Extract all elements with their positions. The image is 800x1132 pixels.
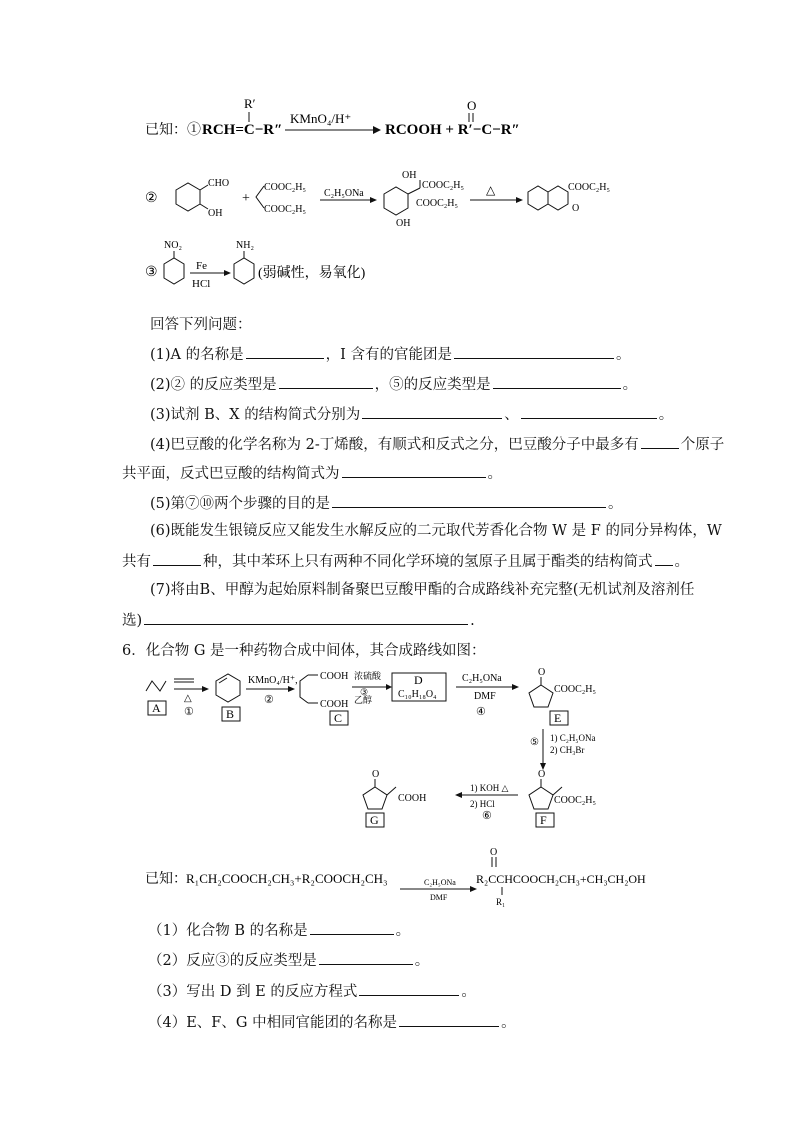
product-formula: RCOOH + R′−C−R″ [385, 122, 520, 138]
coumarin-o: O [572, 203, 580, 214]
question-2-text-a: (2)② 的反应类型是 [150, 377, 277, 393]
question-7-text-b: 选) [122, 613, 143, 629]
claisen-r1: R₁ [496, 897, 506, 907]
label-e: E [554, 711, 562, 725]
p6-question-4-text: （4）E、F、G 中相同官能团的名称是 [148, 1015, 398, 1031]
question-1-text-b: ，I 含有的官能团是 [325, 347, 452, 363]
p6-question-3 [148, 981, 476, 1001]
arrow-head-icon [288, 686, 295, 692]
alkene-formula: RCH=C−R″ [202, 122, 283, 138]
label-d: D [414, 673, 423, 687]
intermediate-ester-1: COOC₂H₅ [422, 180, 464, 191]
cyclopentanone-icon [529, 787, 553, 809]
p6-question-2-end: 。 [414, 953, 430, 969]
question-6-line-2 [122, 551, 689, 571]
answer-blank[interactable] [246, 344, 324, 359]
kmno4-reagent: KMnO₄/H⁺, [248, 675, 298, 686]
step-6-reagent-1: 1) KOH △ [470, 783, 509, 793]
step-5: ⑤ [530, 737, 539, 748]
claisen-reagent-top: C₂H₅ONa [424, 878, 456, 887]
oh-label: OH [208, 208, 223, 219]
p6-question-2-text: （2）反应③的反应类型是 [148, 953, 317, 969]
label-c: C [334, 711, 343, 725]
claisen-reactants: R₁CH₂COOCH₂CH₃+R₂COOCH₂CH₃ [186, 871, 388, 886]
step-2: ② [264, 694, 274, 706]
question-2 [150, 374, 637, 394]
question-1-text-a: (1)A 的名称是 [150, 347, 244, 363]
claisen-reagent-bottom: DMF [430, 893, 448, 902]
answer-blank[interactable] [310, 920, 394, 935]
question-5 [150, 493, 623, 513]
question-4-text-b: 个原子 [680, 437, 725, 453]
cyclopentanone-icon [529, 685, 553, 707]
question-7-end: . [470, 613, 475, 629]
step-6-reagent-2: 2) HCl [470, 799, 495, 809]
step-1: ① [184, 706, 194, 718]
answer-blank[interactable] [362, 404, 502, 419]
answer-blank[interactable] [144, 610, 468, 625]
label-f: F [540, 813, 547, 827]
claisen-product: R₂CCHCOOCH₂CH₃+CH₃CH₂OH [476, 872, 646, 886]
pyranone-ring-icon [548, 186, 568, 210]
arrow-head-icon [386, 684, 392, 690]
question-4-end: 。 [487, 466, 502, 482]
benzene-ring-icon [164, 258, 184, 284]
question-7-line-1 [150, 581, 694, 599]
step-4: ④ [476, 706, 486, 718]
arrow-head-icon [202, 686, 209, 692]
nitro-label: NO₂ [164, 240, 182, 251]
answer-blank[interactable] [332, 493, 606, 508]
arrow-head-icon [470, 886, 477, 892]
answer-blank[interactable] [319, 950, 413, 965]
label-b: B [226, 707, 235, 721]
known-reaction-2-diagram [140, 168, 610, 230]
p6-question-4 [148, 1012, 516, 1032]
question-1 [150, 344, 630, 364]
answer-blank[interactable] [153, 551, 201, 566]
known-2-number: ② [145, 191, 158, 206]
benzene-ring-icon [234, 258, 254, 284]
p6-question-1-text: （1）化合物 B 的名称是 [148, 923, 308, 939]
kmno4-reagent: KMnO₄/H⁺ [290, 111, 352, 126]
d-reagent-bottom: 乙醇 [354, 695, 373, 705]
question-6-text-c: 种，其中苯环上只有两种不同化学环境的氢原子且属于酯类的结构简式 [203, 554, 653, 570]
f-carbonyl-o: O [538, 769, 546, 780]
p6-question-2 [148, 950, 429, 970]
answer-blank[interactable] [454, 344, 614, 359]
arrow-head-icon [455, 792, 462, 798]
naoet-reagent: C₂H₅ONa [324, 188, 364, 199]
question-7-text-a: (7)将由B、甲醇为起始原料制备聚巴豆酸甲酯的合成路线补充完整(无机试剂及溶剂任 [150, 582, 695, 598]
step-5-reagent-1: 1) C₂H₅ONa [550, 733, 596, 743]
plus-sign: + [242, 191, 250, 206]
question-6-end: 。 [674, 554, 689, 570]
question-3-end: 。 [658, 407, 674, 423]
aniline-note: (弱碱性，易氧化) [258, 266, 366, 281]
question-6-text-a: (6)既能发生银镜反应又能发生水解反应的二元取代芳香化合物 W 是 F 的同分异构体，W [150, 523, 722, 539]
p6-question-1-end: 。 [395, 923, 411, 939]
butadiene-icon [146, 681, 166, 691]
g-cooh: COOH [398, 793, 427, 804]
step-4-reagent-top: C₂H₅ONa [462, 673, 502, 684]
arrow-head-icon [516, 197, 523, 203]
question-1-end: 。 [615, 347, 631, 363]
benzene-ring-icon [384, 187, 408, 215]
answer-blank[interactable] [641, 434, 679, 449]
answer-blank[interactable] [399, 1012, 499, 1027]
question-3-text-a: (3)试剂 B、X 的结构简式分别为 [150, 407, 361, 423]
d-reagent-top: 浓硫酸 [354, 671, 382, 681]
question-3-sep: 、 [504, 407, 519, 423]
cyclohexene-icon [216, 674, 240, 702]
synthesis-route [140, 665, 600, 830]
heat-symbol: △ [486, 183, 496, 197]
c-cooh-1: COOH [320, 671, 349, 682]
known-prefix: 已知：① [145, 123, 201, 138]
question-2-end: 。 [622, 377, 638, 393]
heat-symbol: △ [184, 693, 192, 704]
p6-question-4-end: 。 [501, 1015, 516, 1031]
known-3-number: ③ [145, 265, 158, 280]
cho-label: CHO [208, 178, 230, 189]
question-3 [150, 404, 673, 424]
question-2-text-b: ，⑤的反应类型是 [374, 377, 491, 393]
arrow-head-icon [224, 270, 231, 276]
p6-question-3-end: 。 [461, 984, 476, 1000]
arrow-head-icon [370, 197, 377, 203]
answer-blank[interactable] [342, 463, 486, 478]
answer-blank[interactable] [655, 551, 673, 566]
problem-6-known-reaction [140, 845, 680, 905]
d-formula: C₁₀H₁₈O₄ [398, 689, 437, 700]
known-prefix-6: 已知： [145, 872, 187, 887]
step-4-reagent-bottom: DMF [474, 691, 496, 702]
question-6-text-b: 共有 [122, 554, 151, 570]
benzene-ring-icon [176, 183, 200, 211]
p6-question-3-text: （3）写出 D 到 E 的反应方程式 [148, 984, 358, 1000]
malonate-ester-1: COOC₂H₅ [264, 182, 306, 193]
label-g: G [370, 813, 379, 827]
coumarin-ester: COOC₂H₅ [568, 182, 610, 193]
intermediate-oh-top: OH [402, 170, 417, 181]
question-7-line-2 [122, 610, 475, 630]
claisen-o: O [490, 847, 498, 858]
question-4-text-a: (4)巴豆酸的化学名称为 2-丁烯酸，有顺式和反式之分，巴豆酸分子中最多有 [150, 437, 639, 453]
known-reaction-3-diagram [140, 236, 440, 298]
step-3: ③ [360, 687, 369, 697]
c-cooh-2: COOH [320, 699, 349, 710]
answer-blank[interactable] [359, 981, 459, 996]
carbonyl-o-label: O [467, 98, 477, 113]
benzene-ring-icon [528, 186, 548, 210]
intermediate-ester-2: COOC₂H₅ [416, 198, 458, 209]
r-prime-label: R′ [244, 96, 256, 111]
answer-blank[interactable] [279, 374, 373, 389]
question-5-end: 。 [608, 496, 623, 512]
answer-blank[interactable] [493, 374, 621, 389]
e-ester: COOC₂H₅ [554, 684, 596, 695]
known-reaction-2 [140, 168, 610, 230]
label-a: A [152, 701, 161, 715]
answer-blank[interactable] [521, 404, 657, 419]
f-ester: COOC₂H₅ [554, 795, 596, 806]
intermediate-oh-bottom: OH [396, 218, 411, 229]
question-4-line-2 [122, 463, 502, 483]
fe-reagent: Fe [196, 260, 207, 272]
arrow-head-icon [373, 126, 381, 134]
problem-6-title: 6．化合物 G 是一种药物合成中间体，其合成路线如图： [122, 643, 486, 659]
answer-intro: 回答下列问题： [150, 317, 252, 333]
question-6-line-1 [150, 522, 722, 540]
p6-question-1 [148, 920, 410, 940]
hcl-reagent: HCl [192, 278, 211, 290]
e-carbonyl-o: O [538, 667, 546, 678]
g-carbonyl-o: O [372, 769, 380, 780]
problem-6-known-diagram [140, 845, 680, 905]
known-reaction-3 [140, 236, 440, 298]
question-4-line-1 [150, 434, 724, 454]
adipic-acid-icon [300, 675, 308, 703]
step-6: ⑥ [482, 810, 492, 822]
known-reaction-1-diagram [140, 90, 520, 150]
malonate-ester-2: COOC₂H₅ [264, 204, 306, 215]
arrow-head-icon [512, 684, 519, 690]
question-5-text: (5)第⑦⑩两个步骤的目的是 [150, 496, 331, 512]
amino-label: NH₂ [236, 240, 254, 251]
question-4-text-c: 共平面，反式巴豆酸的结构简式为 [122, 466, 340, 482]
synthesis-route-diagram [140, 665, 600, 830]
known-reaction-1 [140, 90, 520, 150]
step-5-reagent-2: 2) CH₃Br [550, 745, 585, 755]
cyclopentanone-icon [363, 787, 387, 809]
